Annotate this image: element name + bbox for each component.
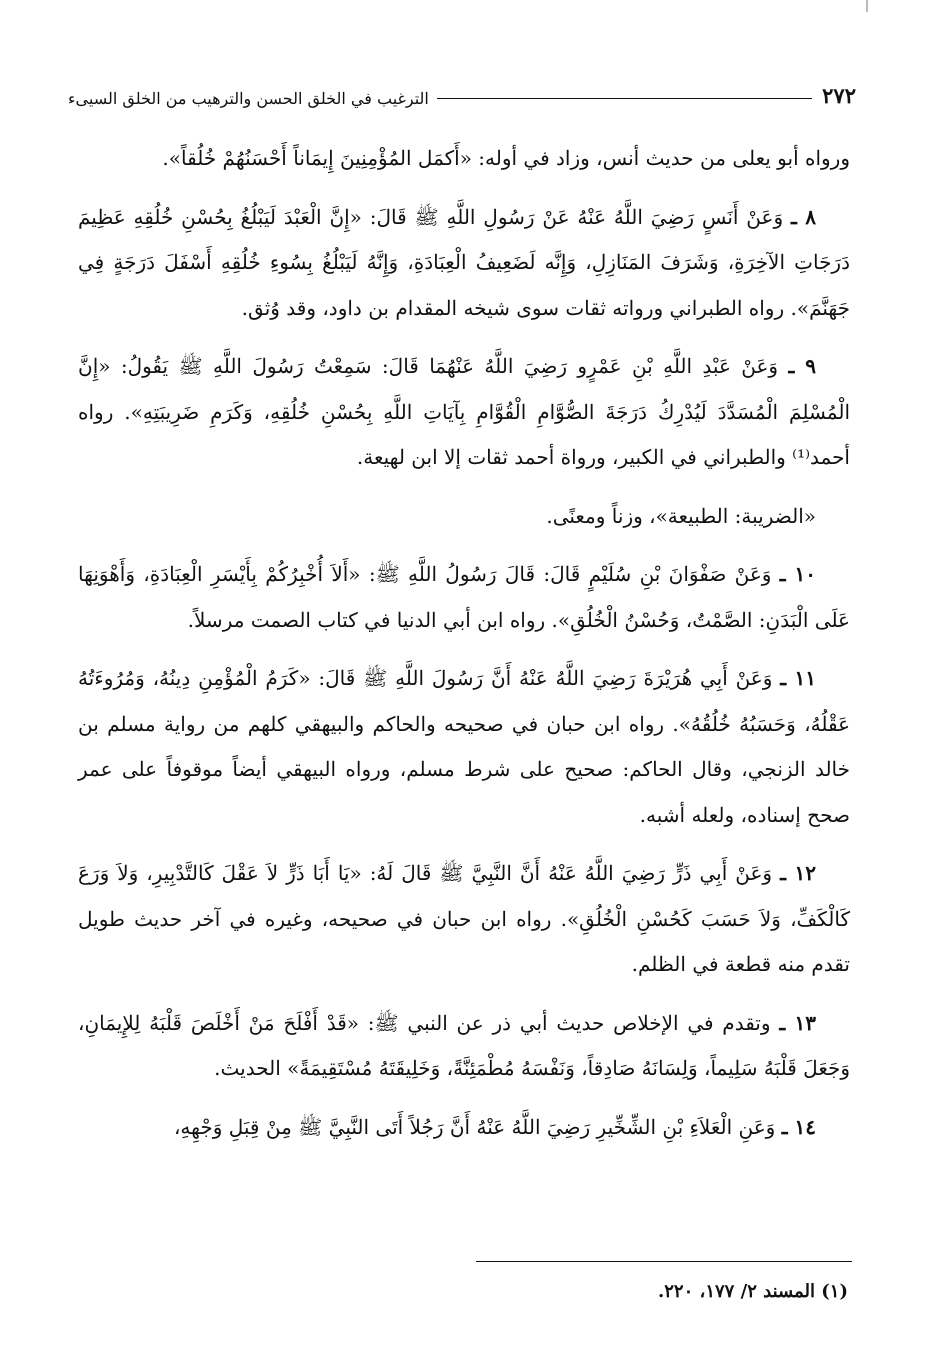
footnote-rule [476,1261,852,1262]
paragraph-text: ورواه أبو يعلى من حديث أنس، وزاد في أوله: «أَكمَل المُؤْمِنِينَ إِيمَاناً أَحْسَنُهُمْ خُلُقاً». [162,146,850,170]
footnote [88,1278,848,1306]
page-number: ٢٧٢ [822,83,856,108]
hadith-number: ١٣ ـ [779,1010,817,1035]
hadith-text: وَعَنْ أَنَسٍ رَضِيَ اللَّهُ عَنْهُ عَنْ رَسُولِ اللَّهِ ﷺ قَالَ: «إِنَّ الْعَبْدَ لَيَبْلُغُ بِحُسْنِ خُلُقِهِ عَظِيمَ دَرَجَاتِ الآخِرَةِ، وَشَرَفَ المَنَازِلِ، وَإِنَّه لَضَعِيفُ الْعِبَادَةِ، وَإِنَّهُ لَيَبْلُغُ بِسُوءِ خُلُقِهِ أَسْفَلَ دَرَجَةٍ فِي جَهَنَّمَ». رواه الطبراني ورواته ثقات سوى شيخه المقدام بن داود، وقد وُثق. [78,204,850,320]
gloss-note [78,494,850,540]
hadith-11 [78,656,850,838]
hadith-number: ١٠ ـ [779,562,816,586]
hadith-number: ١٢ ـ [780,861,816,885]
hadith-number: ٨ ـ [790,204,816,229]
hadith-number: ١١ ـ [780,666,816,690]
gloss-text: «الضريبة: الطبيعة»، وزناً ومعنًى. [546,503,816,528]
hadith-8 [78,195,850,332]
scan-mark [866,0,868,12]
hadith-text: وَعَنْ أَبِي ذَرٍّ رَضِيَ اللَّهُ عَنْهُ أَنَّ النَّبِيَّ ﷺ قَالَ لَهُ: «يَا أَبَا ذَرٍّ لاَ عَقْلَ كَالتَّدْبِيرِ، وَلاَ وَرَعَ كَالْكَفِّ، وَلاَ حَسَبَ كَحُسْنِ الْخُلُقِ». رواه ابن حبان في صحيحه، وغيره في آخر حديث طويل تقدم منه قطعة في الظلم. [78,861,850,976]
running-title: الترغيب في الخلق الحسن والترهيب من الخلق السيىء [68,89,429,108]
hadith-text: وَعَنْ أَبِي هُرَيْرَةَ رَضِيَ اللَّهُ عَنْهُ أَنَّ رَسُولَ اللَّهِ ﷺ قَالَ: «كَرَمُ الْمُؤْمِنِ دِينُهُ، وَمُرُوءَتُهُ عَقْلُهُ، وَحَسَبُهُ خُلُقُهُ». رواه ابن حبان في صحيحه والحاكم والبيهقي كلهم من رواية مسلم بن خالد الزنجي، وقال الحاكم: صحيح على شرط مسلم، ورواه البيهقي أيضاً موقوفاً على عمر صحح إسناده، ولعله أشبه. [78,666,850,827]
header-rule [437,98,812,99]
hadith-number: ٩ ـ [788,354,817,378]
hadith-text: وتقدم في الإخلاص حديث أبي ذر عن النبي ﷺ: «قَدْ أَفْلَحَ مَنْ أَخْلَصَ قَلْبَهُ لِلإِيمَانِ، وَجَعَلَ قَلْبَهُ سَلِيماً، وَلِسَانَهُ صَادِقاً، وَنَفْسَهُ مُطْمَئِنَّةً، وَخَلِيقَتَهُ مُسْتَقِيمَةً» الحديث. [78,1010,850,1080]
hadith-9 [78,344,850,481]
hadith-14 [78,1105,850,1151]
hadith-10 [78,552,850,643]
hadith-number: ١٤ ـ [781,1114,816,1139]
hadith-text: وَعَنْ صَفْوَانَ بْنِ سُلَيْمٍ قَالَ: قَالَ رَسُولُ اللَّهِ ﷺ: «أَلاَ أُخْبِرُكُمْ بِأَيْسَرِ الْعِبَادَةِ، وَأَهْوَنِهَا عَلَى الْبَدَنِ: الصَّمْتُ، وَحُسْنُ الْخُلُقِ». رواه ابن أبي الدنيا في كتاب الصمت مرسلاً. [78,562,850,632]
hadith-12 [78,851,850,988]
footnote-marker: (١) [821,1281,848,1302]
hadith-13 [78,1001,850,1092]
hadith-text: وَعَنْ عَبْدِ اللَّهِ بْنِ عَمْرٍو رَضِيَ اللَّهُ عَنْهُمَا قَالَ: سَمِعْتُ رَسُولَ اللَّهِ ﷺ يَقُولُ: «إِنَّ الْمُسْلِمَ الْمُسَدَّدَ لَيُدْرِكُ دَرَجَةَ الصُّوَّامِ الْقُوَّامِ بِآيَاتِ اللَّهِ بِحُسْنِ خُلُقِهِ، وَكَرَمِ ضَرِيبَتِهِ». رواه أحمد⁽¹⁾ والطبراني في الكبير، ورواة أحمد ثقات إلا ابن لهيعة. [78,354,850,469]
hadith-text: وَعَنِ الْعَلاَءِ بْنِ الشِّخِّيرِ رَضِيَ اللَّهُ عَنْهُ أَنَّ رَجُلاً أَتَى النَّبِيَّ ﷺ مِنْ قِبَلِ وَجْهِهِ، [173,1114,776,1139]
running-header [68,74,856,108]
paragraph-0 [78,136,850,182]
footnote-text: المسند ٢/ ١٧٧، ٢٢٠. [657,1281,815,1302]
body-text [78,136,850,1163]
